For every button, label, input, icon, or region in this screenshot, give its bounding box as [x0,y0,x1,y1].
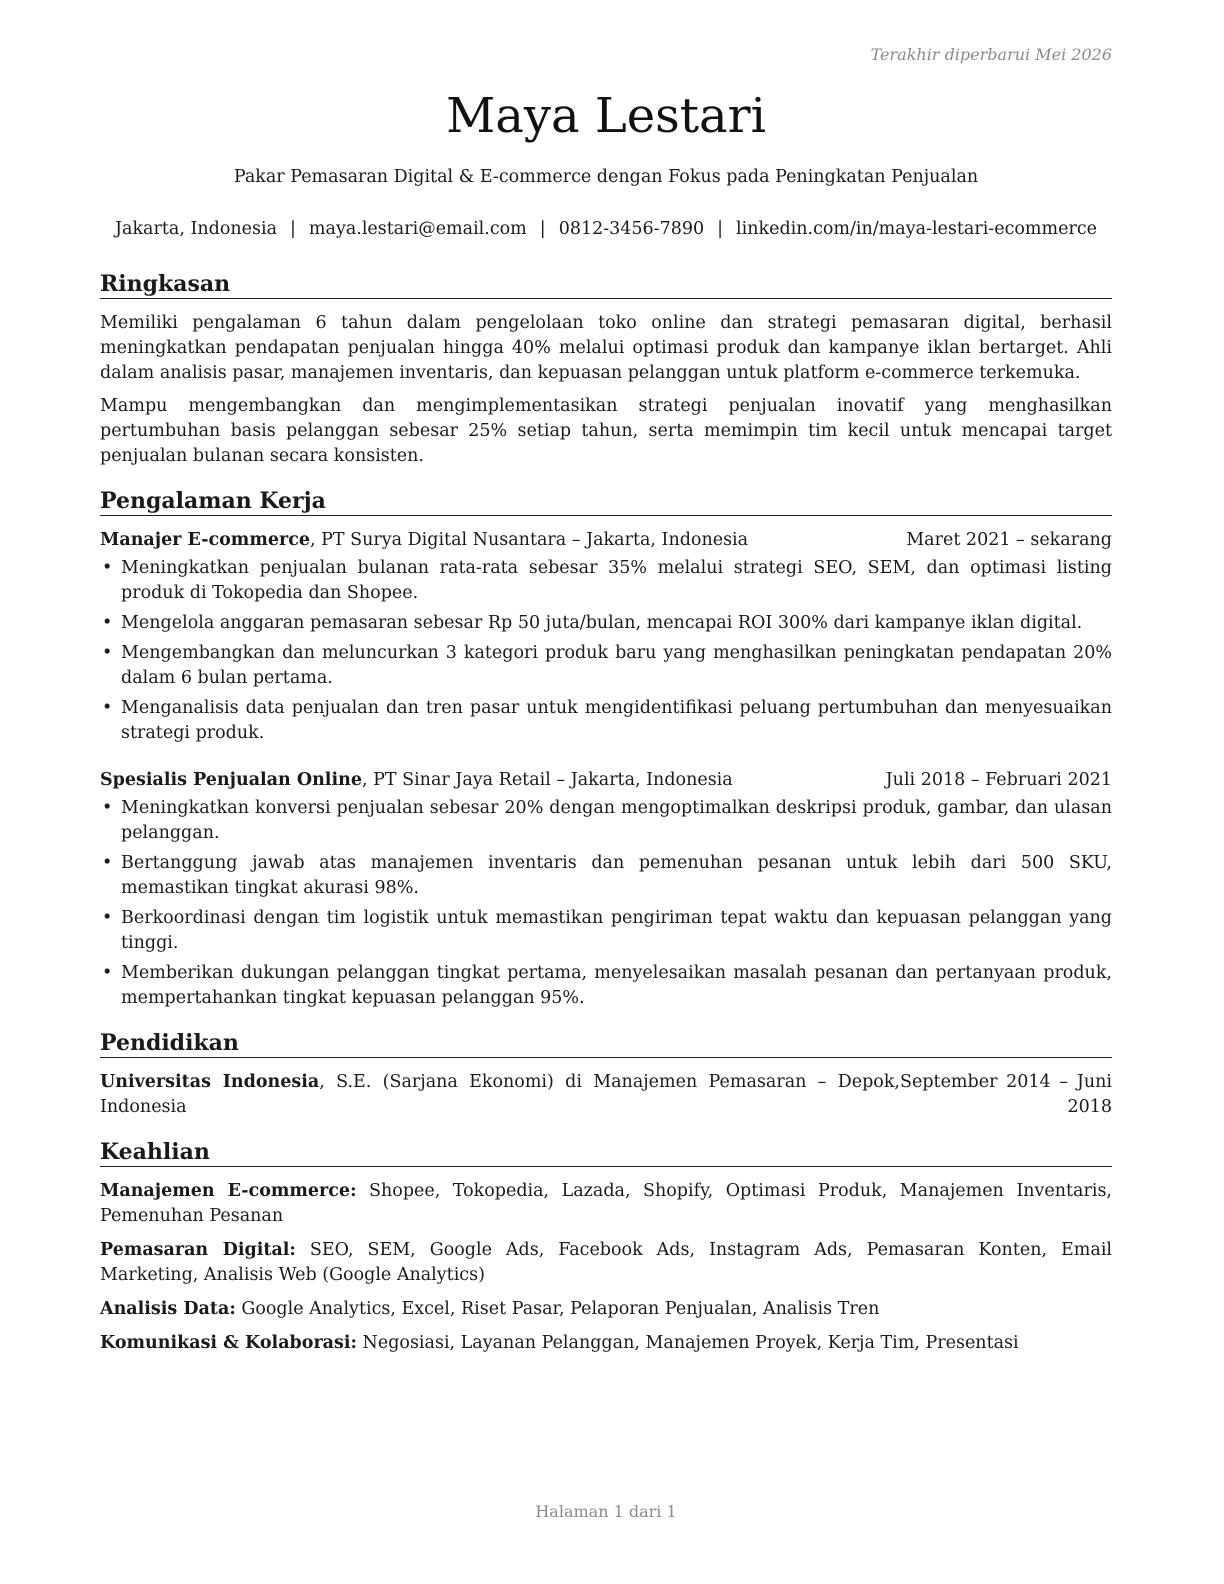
education-entry [100,1070,1112,1120]
job-header [100,528,1112,553]
skills-section [100,1138,1112,1356]
skill-group [100,1297,1112,1322]
skill-values: Google Analytics, Excel, Riset Pasar, Pelaporan Penjualan, Analisis Tren [235,1299,880,1319]
education-degree: , S.E. (Sarjana Ekonomi) di Manajemen Pemasaran – Depok, Indonesia [100,1072,900,1117]
page-number-footer: Halaman 1 dari 1 [535,1502,677,1521]
summary-section [100,270,1112,469]
job-role: Manajer E-commerce [100,530,310,550]
bullet-icon: • [102,698,113,718]
job-entry [100,768,1112,1011]
list-item: • Menganalisis data penjualan dan tren pasar untuk mengidentifikasi peluang pertumbuhan dan menyesuaikan strategi produk. [102,698,1112,743]
candidate-headline: Pakar Pemasaran Digital & E-commerce dengan Fokus pada Peningkatan Penjualan [233,167,979,187]
skill-label: Pemasaran Digital: [100,1240,296,1260]
skill-label: Komunikasi & Kolaborasi: [100,1333,357,1353]
skill-group [100,1179,1112,1229]
list-item: • Meningkatkan penjualan bulanan rata-rata sebesar 35% melalui strategi SEO, SEM, dan optimasi listing produk di Tokopedia dan Shopee. [102,558,1112,603]
experience-section [100,487,1112,1011]
list-item: • Memberikan dukungan pelanggan tingkat pertama, menyelesaikan masalah pesanan dan pertanyaan produk, mempertahankan tingkat kepuasan pelanggan 95%. [102,963,1112,1008]
candidate-name: Maya Lestari [446,88,766,144]
bullet-icon: • [102,963,113,983]
job-bullets [100,556,1112,746]
bullet-icon: • [102,908,113,928]
contact-separator: | [539,219,546,239]
list-item: • Mengelola anggaran pemasaran sebesar Rp 50 juta/bulan, mencapai ROI 300% dari kampanye iklan digital. [100,611,1112,636]
job-header [100,768,1112,793]
job-dates: Maret 2021 – sekarang [906,530,1112,550]
list-item: • Meningkatkan konversi penjualan sebesar 20% dengan mengoptimalkan deskripsi produk, gambar, dan ulasan pelanggan. [102,798,1112,843]
list-item: • Berkoordinasi dengan tim logistik untuk memastikan pengiriman tepat waktu dan kepuasan pelanggan yang tinggi. [102,908,1112,953]
skill-values: Negosiasi, Layanan Pelanggan, Manajemen Proyek, Kerja Tim, Presentasi [356,1333,1019,1353]
summary-paragraph: Memiliki pengalaman 6 tahun dalam pengelolaan toko online dan strategi pemasaran digital, berhasil meningkatkan pendapatan penjualan hingga 40% melalui optimasi produk dan kampanye iklan bertarget. Ahli dalam analisis pasar, manajemen inventaris, dan kepuasan pelanggan untuk platform e-commerce terkemuka. [100,313,1112,383]
list-item: • Mengembangkan dan meluncurkan 3 kategori produk baru yang menghasilkan peningkatan pendapatan 20% dalam 6 bulan pertama. [102,643,1112,688]
contact-separator: | [717,219,724,239]
bullet-icon: • [102,643,113,663]
section-title-education: Pendidikan [100,1029,1112,1058]
skill-group [100,1238,1112,1288]
section-title-summary: Ringkasan [100,270,1112,299]
list-item: • Bertanggung jawab atas manajemen inventaris dan pemenuhan pesanan untuk lebih dari 500 SKU, memastikan tingkat akurasi 98%. [102,853,1112,898]
job-bullets [100,796,1112,1011]
contact-location: Jakarta, Indonesia [115,219,278,239]
bullet-icon: • [102,558,113,578]
bullet-icon: • [102,853,113,873]
last-updated-note: Terakhir diperbarui Mei 2026 [870,45,1112,64]
education-dates: September 2014 – Juni 2018 [900,1072,1112,1117]
education-section [100,1029,1112,1120]
section-title-experience: Pengalaman Kerja [100,487,1112,516]
summary-paragraph: Mampu mengembangkan dan mengimplementasikan strategi penjualan inovatif yang menghasilkan pertumbuhan basis pelanggan sebesar 25% setiap tahun, serta memimpin tim kecil untuk mencapai target penjualan bulanan secara konsisten. [100,396,1112,466]
bullet-icon: • [102,798,113,818]
resume-content [100,270,1112,1374]
skill-values: SEO, SEM, Google Ads, Facebook Ads, Instagram Ads, Pemasaran Konten, Email Marketing, Analisis Web (Google Analytics) [100,1240,1113,1285]
job-role: Spesialis Penjualan Online [100,770,362,790]
skill-label: Analisis Data: [100,1299,236,1319]
bullet-icon: • [102,613,113,633]
skill-values: Shopee, Tokopedia, Lazada, Shopify, Optimasi Produk, Manajemen Inventaris, Pemenuhan Pesanan [100,1181,1112,1226]
resume-page [100,0,1112,1584]
education-school: Universitas Indonesia [100,1072,320,1092]
job-dates: Juli 2018 – Februari 2021 [885,770,1112,790]
job-entry [100,528,1112,746]
job-organization: , PT Sinar Jaya Retail – Jakarta, Indonesia [361,770,733,790]
contact-line [100,219,1112,239]
skill-group [100,1331,1112,1356]
contact-email[interactable]: maya.lestari@email.com [308,219,527,239]
skill-label: Manajemen E-commerce: [100,1181,357,1201]
contact-linkedin[interactable]: linkedin.com/in/maya-lestari-ecommerce [736,219,1097,239]
section-title-skills: Keahlian [100,1138,1112,1167]
contact-separator: | [290,219,296,239]
contact-phone: 0812-3456-7890 [558,219,705,239]
job-organization: , PT Surya Digital Nusantara – Jakarta, Indonesia [309,530,749,550]
